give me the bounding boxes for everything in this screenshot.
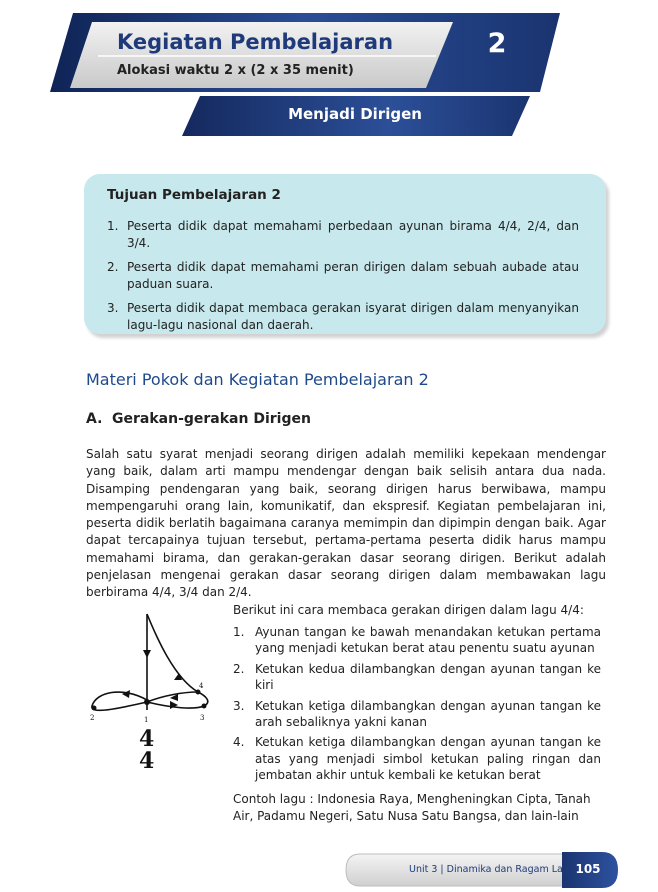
step-item: [233, 661, 601, 694]
step-item: [233, 698, 601, 731]
chapter-title: Kegiatan Pembelajaran: [117, 30, 394, 54]
step-number: 3.: [233, 698, 245, 713]
subsection-title: Gerakan-gerakan Dirigen: [112, 411, 311, 427]
objective-text: Peserta didik dapat memahami perbedaan ayunan birama 4/4, 2/4, dan 3/4.: [127, 219, 579, 250]
objective-number: 3.: [107, 301, 119, 315]
step-text: Ketukan ketiga dilambangkan dengan ayunan tangan ke arah sebaliknya yakni kanan: [255, 698, 601, 730]
objective-item: [107, 300, 579, 334]
step-number: 4.: [233, 735, 245, 750]
subsection-letter: A.: [86, 411, 103, 427]
footer-unit-label: Unit 3 | Dinamika dan Ragam Lagu: [409, 864, 575, 875]
body-paragraph: Salah satu syarat menjadi seorang dirigen adalah memiliki kepekaan mendengar yang baik, dalam arti mampu mendengar dengan baik selisih antara dua nada. Disamping pendengaran yang baik, seorang dirigen harus berwibawa, mampu mempengaruhi orang lain, komunikatif, dan ekspresif. Kegiatan pembelajaran ini, peserta didik berlatih bagaimana caranya memimpin dan dipimpin dengan baik. Agar dapat tercapainya tujuan tersebut, pertama-pertama peserta didik harus mampu memahami birama, dan gerakan-gerakan dasar seorang dirigen. Berikut adalah penjelasan mengenai gerakan dasar seorang dirigen dalam membawakan lagu berbirama 4/4, 3/4 dan 2/4.: [86, 447, 606, 600]
subsection-heading: [86, 411, 311, 427]
example-songs: Contoh lagu : Indonesia Raya, Mengheningkan Cipta, Tanah Air, Padamu Negeri, Satu Nusa Satu Bangsa, dan lain-lain: [233, 792, 591, 823]
steps-list: [233, 624, 601, 788]
section-heading: Materi Pokok dan Kegiatan Pembelajaran 2: [86, 370, 429, 389]
objectives-list: [107, 218, 579, 341]
step-text: Ketukan ketiga dilambangkan dengan ayunan tangan ke atas yang menjadi simbol ketukan paling ringan dan jembatan akhir untuk kembali ke ketukan berat: [255, 735, 601, 783]
step-item: [233, 734, 601, 783]
time-signature-top: 4: [139, 726, 155, 752]
beat-label-2: 2: [90, 714, 95, 722]
chapter-number: 2: [487, 28, 507, 59]
objective-text: Peserta didik dapat membaca gerakan isyarat dirigen dalam menyanyikan lagu-lagu nasional dan daerah.: [127, 301, 579, 332]
step-number: 1.: [233, 625, 245, 639]
beat-label-4: 4: [199, 682, 204, 690]
step-number: 2.: [233, 661, 245, 676]
beat-label-3: 3: [200, 714, 205, 722]
time-allocation: Alokasi waktu 2 x (2 x 35 menit): [117, 63, 354, 78]
objective-item: [107, 218, 579, 252]
objective-text: Peserta didik dapat memahami peran dirigen dalam sebuah aubade atau paduan suara.: [127, 260, 579, 291]
conducting-pattern-diagram: [82, 606, 222, 776]
chapter-topic: Menjadi Dirigen: [288, 105, 422, 123]
objective-item: [107, 259, 579, 293]
objectives-title: Tujuan Pembelajaran 2: [107, 187, 281, 203]
beat-label-1: 1: [144, 716, 149, 724]
objective-number: 2.: [107, 260, 119, 274]
objective-number: 1.: [107, 219, 119, 233]
page-number: 105: [575, 862, 601, 876]
steps-intro: Berikut ini cara membaca gerakan dirigen dalam lagu 4/4:: [233, 603, 584, 617]
step-item: [233, 624, 601, 657]
step-text: Ayunan tangan ke bawah menandakan ketukan pertama yang menjadi ketukan berat atau penentu suatu ayunan: [255, 625, 601, 656]
time-signature-bottom: 4: [139, 748, 155, 774]
step-text: Ketukan kedua dilambangkan dengan ayunan tangan ke kiri: [255, 661, 601, 693]
